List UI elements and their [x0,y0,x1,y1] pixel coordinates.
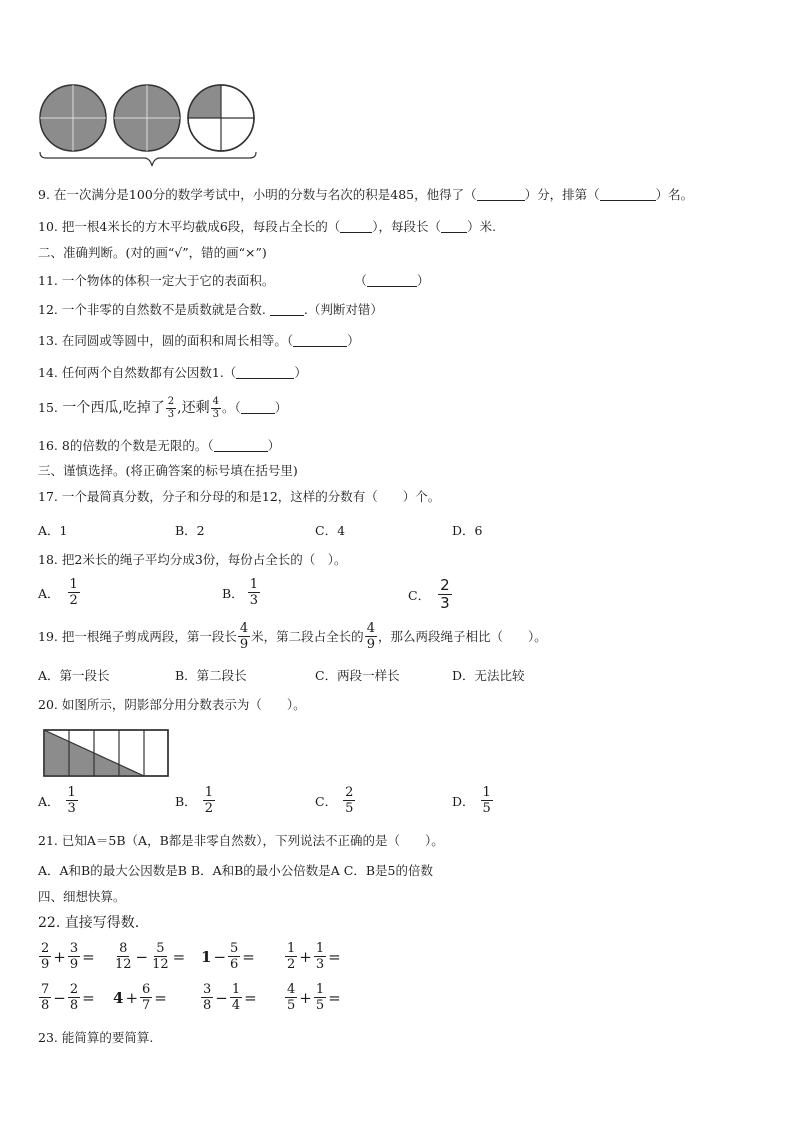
question-number: 21. [38,833,58,848]
answer-blank[interactable] [236,366,294,379]
q21-options[interactable]: A．A和B的最大公因数是B B．A和B的最小公倍数是A C．B是5的倍数 [38,863,434,878]
question-text: 任何两个自然数都有公因数1.（ [61,365,237,380]
section-2-title: 二、准确判断。(对的画“√”，错的画“×”) [38,245,267,260]
question-text: ） [267,438,281,453]
calc-item: $\frac{7}{8}$ − $\frac{2}{8}$ = [41,982,95,1013]
question-text: ），每段长（ [372,219,442,234]
fraction: $\frac{2}{3}$ [167,395,175,420]
answer-blank[interactable] [367,274,417,287]
question-text: 能简算的要简算. [61,1030,154,1045]
question-19 [38,622,547,651]
question-number: 15. [38,400,58,415]
q18-option-a[interactable]: A． $\frac{1}{2}$ [38,577,78,608]
answer-blank[interactable] [477,188,525,201]
question-text: 如图所示，阴影部分用分数表示为（ ）。 [61,697,306,712]
answer-blank[interactable] [241,401,275,414]
question-number: 9. [38,187,50,202]
q17-option-b[interactable]: B．2 [175,523,205,538]
question-text: 把2米长的绳子平均分成3份，每份占全长的（ ）。 [61,552,347,567]
fraction: $\frac{1}{3}$ [249,577,258,608]
question-text: ） [274,400,288,415]
fraction: $\frac{1}{2}$ [204,785,213,816]
fraction: $\frac{4}{3}$ [212,395,219,420]
question-text: .（判断对错） [303,302,383,317]
fraction: $\frac{1}{5}$ [482,785,491,816]
question-16 [38,438,280,454]
question-number: 23. [38,1030,58,1045]
circle-full-2 [114,85,180,151]
calc-row-1 [38,942,354,971]
question-number: 18. [38,552,58,567]
shaded-rectangle-figure [42,728,172,780]
q20-option-a[interactable]: A． $\frac{1}{3}$ [38,785,76,816]
calc-row-2 [38,983,354,1012]
brace [40,152,256,166]
answer-blank[interactable] [293,334,347,347]
question-text: ）分，排第（ [524,187,600,202]
question-11 [38,273,429,289]
question-text: 在一次满分是100分的数学考试中，小明的分数与名次的积是485，他得了（ [53,187,477,202]
question-text: 在同圆或等圆中，圆的面积和周长相等。（ [61,333,294,348]
question-number: 19. [38,628,58,644]
calc-item: $\frac{8}{12}$ − $\frac{5}{12}$ = [115,941,186,972]
calc-item: $\frac{3}{8}$ − $\frac{1}{4}$ = [203,982,257,1013]
answer-blank[interactable] [214,439,268,452]
q17-option-a[interactable]: A．1 [38,523,68,538]
question-number: 12. [38,302,58,317]
question-text: 把一根4米长的方木平均截成6段，每段占全长的（ [61,219,341,234]
q20-option-b[interactable]: B． $\frac{1}{2}$ [175,785,213,816]
question-text: 已知A＝5B（A，B都是非零自然数），下列说法不正确的是（ ）。 [61,833,444,848]
calc-item: $\frac{2}{9}$ + $\frac{3}{9}$ = [41,941,95,972]
fraction: $\frac{4}{9}$ [366,621,375,652]
question-text: ）名。 [655,187,694,202]
q20-option-d[interactable]: D． $\frac{1}{5}$ [452,785,491,816]
question-number: 20. [38,697,58,712]
calc-item: $\frac{4}{5}$ + $\frac{1}{5}$ = [287,982,341,1013]
calc-item: 4 + $\frac{6}{7}$ = [113,982,167,1013]
question-text: 一个非零的自然数不是质数就是合数. [61,302,266,317]
question-20 [38,697,306,713]
circle-full-1 [40,85,106,151]
section-3-title: 三、谨慎选择。(将正确答案的标号填在括号里) [38,463,298,478]
question-23 [38,1030,153,1046]
q17-option-c[interactable]: C．4 [315,523,346,538]
q18-option-c[interactable]: C． $\frac{2}{3}$ [408,576,450,612]
question-text: 8的倍数的个数是无限的。（ [61,438,214,453]
question-text: ） [416,273,430,288]
question-text: 一个物体的体积一定大于它的表面积。 [61,273,275,288]
calc-item: 1 − $\frac{5}{6}$ = [201,941,255,972]
calc-item: $\frac{1}{2}$ + $\frac{1}{3}$ = [287,941,341,972]
question-text: 直接写得数. [64,915,140,931]
question-13 [38,333,360,349]
section-4-title: 四、细想快算。 [38,889,126,904]
answer-blank[interactable] [270,303,304,316]
q17-option-d[interactable]: D．6 [452,523,483,538]
q19-option-a[interactable]: A．第一段长 [38,668,110,683]
fraction: $\frac{1}{3}$ [67,785,76,816]
question-text: （ [354,273,367,288]
question-10 [38,219,496,235]
question-number: 16. [38,438,58,453]
fraction: $\frac{4}{9}$ [239,621,249,652]
question-22 [38,915,139,931]
answer-blank[interactable] [600,188,656,201]
question-text: 一个最简真分数，分子和分母的和是12，这样的分数有（ ）个。 [61,489,441,504]
answer-blank[interactable] [340,220,372,233]
q19-option-c[interactable]: C．两段一样长 [315,668,400,683]
question-21 [38,833,444,849]
question-number: 10. [38,219,58,234]
question-text: 米，第二段占全长的 [251,628,364,644]
question-15 [38,395,287,421]
question-number: 22. [38,915,61,931]
fraction: $\frac{2}{5}$ [345,785,354,816]
question-number: 17. [38,489,58,504]
question-text: 把一根绳子剪成两段，第一段长 [61,628,237,644]
q19-option-d[interactable]: D．无法比较 [452,668,525,683]
question-number: 11. [38,273,58,288]
q20-option-c[interactable]: C． $\frac{2}{5}$ [315,785,354,816]
fraction: $\frac{1}{2}$ [69,577,78,608]
question-18 [38,552,347,568]
q18-option-b[interactable]: B． $\frac{1}{3}$ [222,577,258,608]
question-number: 14. [38,365,58,380]
question-text: ,还剩 [177,400,210,416]
question-text: ） [347,333,360,348]
question-text: ） [294,365,307,380]
q19-option-b[interactable]: B．第二段长 [175,668,247,683]
question-14 [38,365,307,381]
circles-figure [36,80,266,180]
question-number: 13. [38,333,58,348]
question-17 [38,489,440,505]
question-text: ）米. [467,219,497,234]
question-12 [38,302,383,318]
question-text: 一个西瓜,吃掉了 [62,400,165,416]
question-text: 。（ [222,400,241,415]
circle-quarter [188,85,254,151]
question-text: ，那么两段绳子相比（ ）。 [377,628,547,644]
fraction: $\frac{2}{3}$ [440,576,450,612]
answer-blank[interactable] [441,220,467,233]
question-9 [38,187,693,203]
